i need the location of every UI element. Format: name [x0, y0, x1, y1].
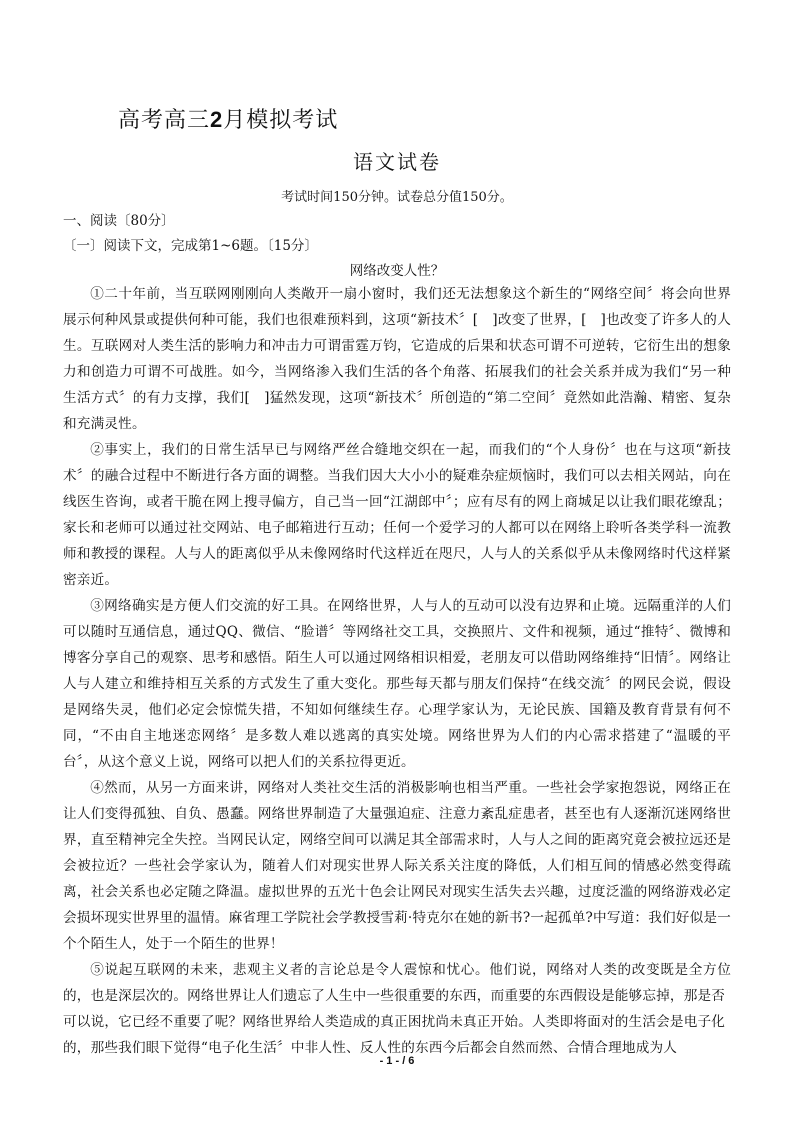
main-title-prefix: 高考高三	[118, 108, 211, 133]
section-sub-heading: 〔一〕阅读下文，完成第1~6题。〔15分〕	[63, 238, 318, 254]
article-title: 网络改变人性？	[349, 263, 445, 279]
article-paragraph-3: ③网络确实是方便人们交流的好工具。在网络世界，人与人的互动可以没有边界和止境。远隔重洋的人们可以随时互通信息，通过QQ、微信、“脸谱〞等网络社交工具，交换照片、文件和视频，通过“推特〞、微博和博客分享自己的观察、思考和感悟。陌生人可以通过网络相识相爱，老朋友可以借助网络维持“旧情〞。网络让人与人建立和维持相互关系的方式发生了重大变化。那些每天都与朋友们保持“在线交流〞的网民会说，假设是网络失灵，他们必定会惊慌失措，不知如何继续生存。心理学家认为，无论民族、国籍及教育背景有何不同，“不由自主地迷恋网络〞是多数人难以逃离的真实处境。网络世界为人们的内心需求搭建了“温暖的平台〞，从这个意义上说，网络可以把人们的关系拉得更近。	[63, 598, 731, 770]
main-title-number: 2	[210, 107, 224, 132]
section-heading: 一、阅读〔80分〕	[63, 213, 175, 229]
article-body	[63, 281, 731, 1061]
page-number: - 1 - / 6	[379, 1055, 415, 1067]
article-continuation: 可以说，它已经不重要了呢？网络世界给人类造成的真正困扰尚未真正开始。人类即将面对的生活会是电子化的，那些我们眼下觉得“电子化生活〞中非人性、反人性的东西今后都会自然而然、合情合理地成为人	[63, 1014, 726, 1056]
article-paragraph-2: ②事实上，我们的日常生活早已与网络严丝合缝地交织在一起，而我们的“个人身份〞也在与这项“新技术〞的融合过程中不断进行各方面的调整。当我们因大大小小的疑难杂症烦恼时，我们可以去相关网站，向在线医生咨询，或者干脆在网上搜寻偏方，自己当一回“江湖郎中〞；应有尽有的网上商城足以让我们眼花缭乱；家长和老师可以通过社交网站、电子邮箱进行互动；任何一个爱学习的人都可以在网络上聆听各类学科一流教师和教授的课程。人与人的距离似乎从未像网络时代这样近在咫尺，人与人的关系似乎从未像网络时代这样紧密亲近。	[63, 442, 731, 588]
article-paragraph-4: ④然而，从另一方面来讲，网络对人类社交生活的消极影响也相当严重。一些社会学家抱怨说，网络正在让人们变得孤独、自负、愚蠢。网络世界制造了大量强迫症、注意力紊乱症患者，甚至也有人逐渐沉迷网络世界，直至精神完全失控。当网民认定，网络空间可以满足其全部需求时，人与人之间的距离究竟会被拉远还是会被拉近？一些社会学家认为，随着人们对现实世界人际关系关注度的降低，人们相互间的情感必然变得疏离，社会关系也必定随之降温。虚拟世界的五光十色会让网民对现实生活失去兴趣，过度泛滥的网络游戏必定会损坏现实世界里的温情。麻省理工学院社会学教授雪莉·特克尔在她的新书?一起孤单?中写道：我们好似是一个个陌生人，处于一个陌生的世界！	[63, 780, 731, 952]
subject-title: 语文试卷	[353, 150, 441, 174]
exam-main-title	[118, 103, 338, 134]
article-paragraph-5: ⑤说起互联网的未来，悲观主义者的言论总是令人震惊和忧心。他们说，网络对人类的改变既是全方位的，也是深层次的。网络世界让人们遗忘了人生中一些很重要的东西，而重要的东西假设是能够忘掉，那是否	[63, 962, 731, 1004]
main-title-suffix: 月模拟考试	[223, 108, 339, 133]
exam-info: 考试时间150分钟。试卷总分值150分。	[281, 190, 513, 205]
article-paragraph-1: ①二十年前，当互联网刚刚向人类敞开一扇小窗时，我们还无法想象这个新生的“网络空间〞将会向世界展示何种风景或提供何种可能，我们也很难预料到，这项“新技术〞[ ]改变了世界，[ ]也改变了许多人的人生。互联网对人类生活的影响力和冲击力可谓雷霆万钧，它造成的后果和状态可谓不可逆转，它衍生出的想象力和创造力可谓不可战胜。如今，当网络渗入我们生活的各个角落、拓展我们的社会关系并成为我们“另一种生活方式〞的有力支撑，我们[ ]猛然发现，这项“新技术〞所创造的“第二空间〞竟然如此浩瀚、精密、复杂和充满灵性。	[63, 286, 731, 432]
